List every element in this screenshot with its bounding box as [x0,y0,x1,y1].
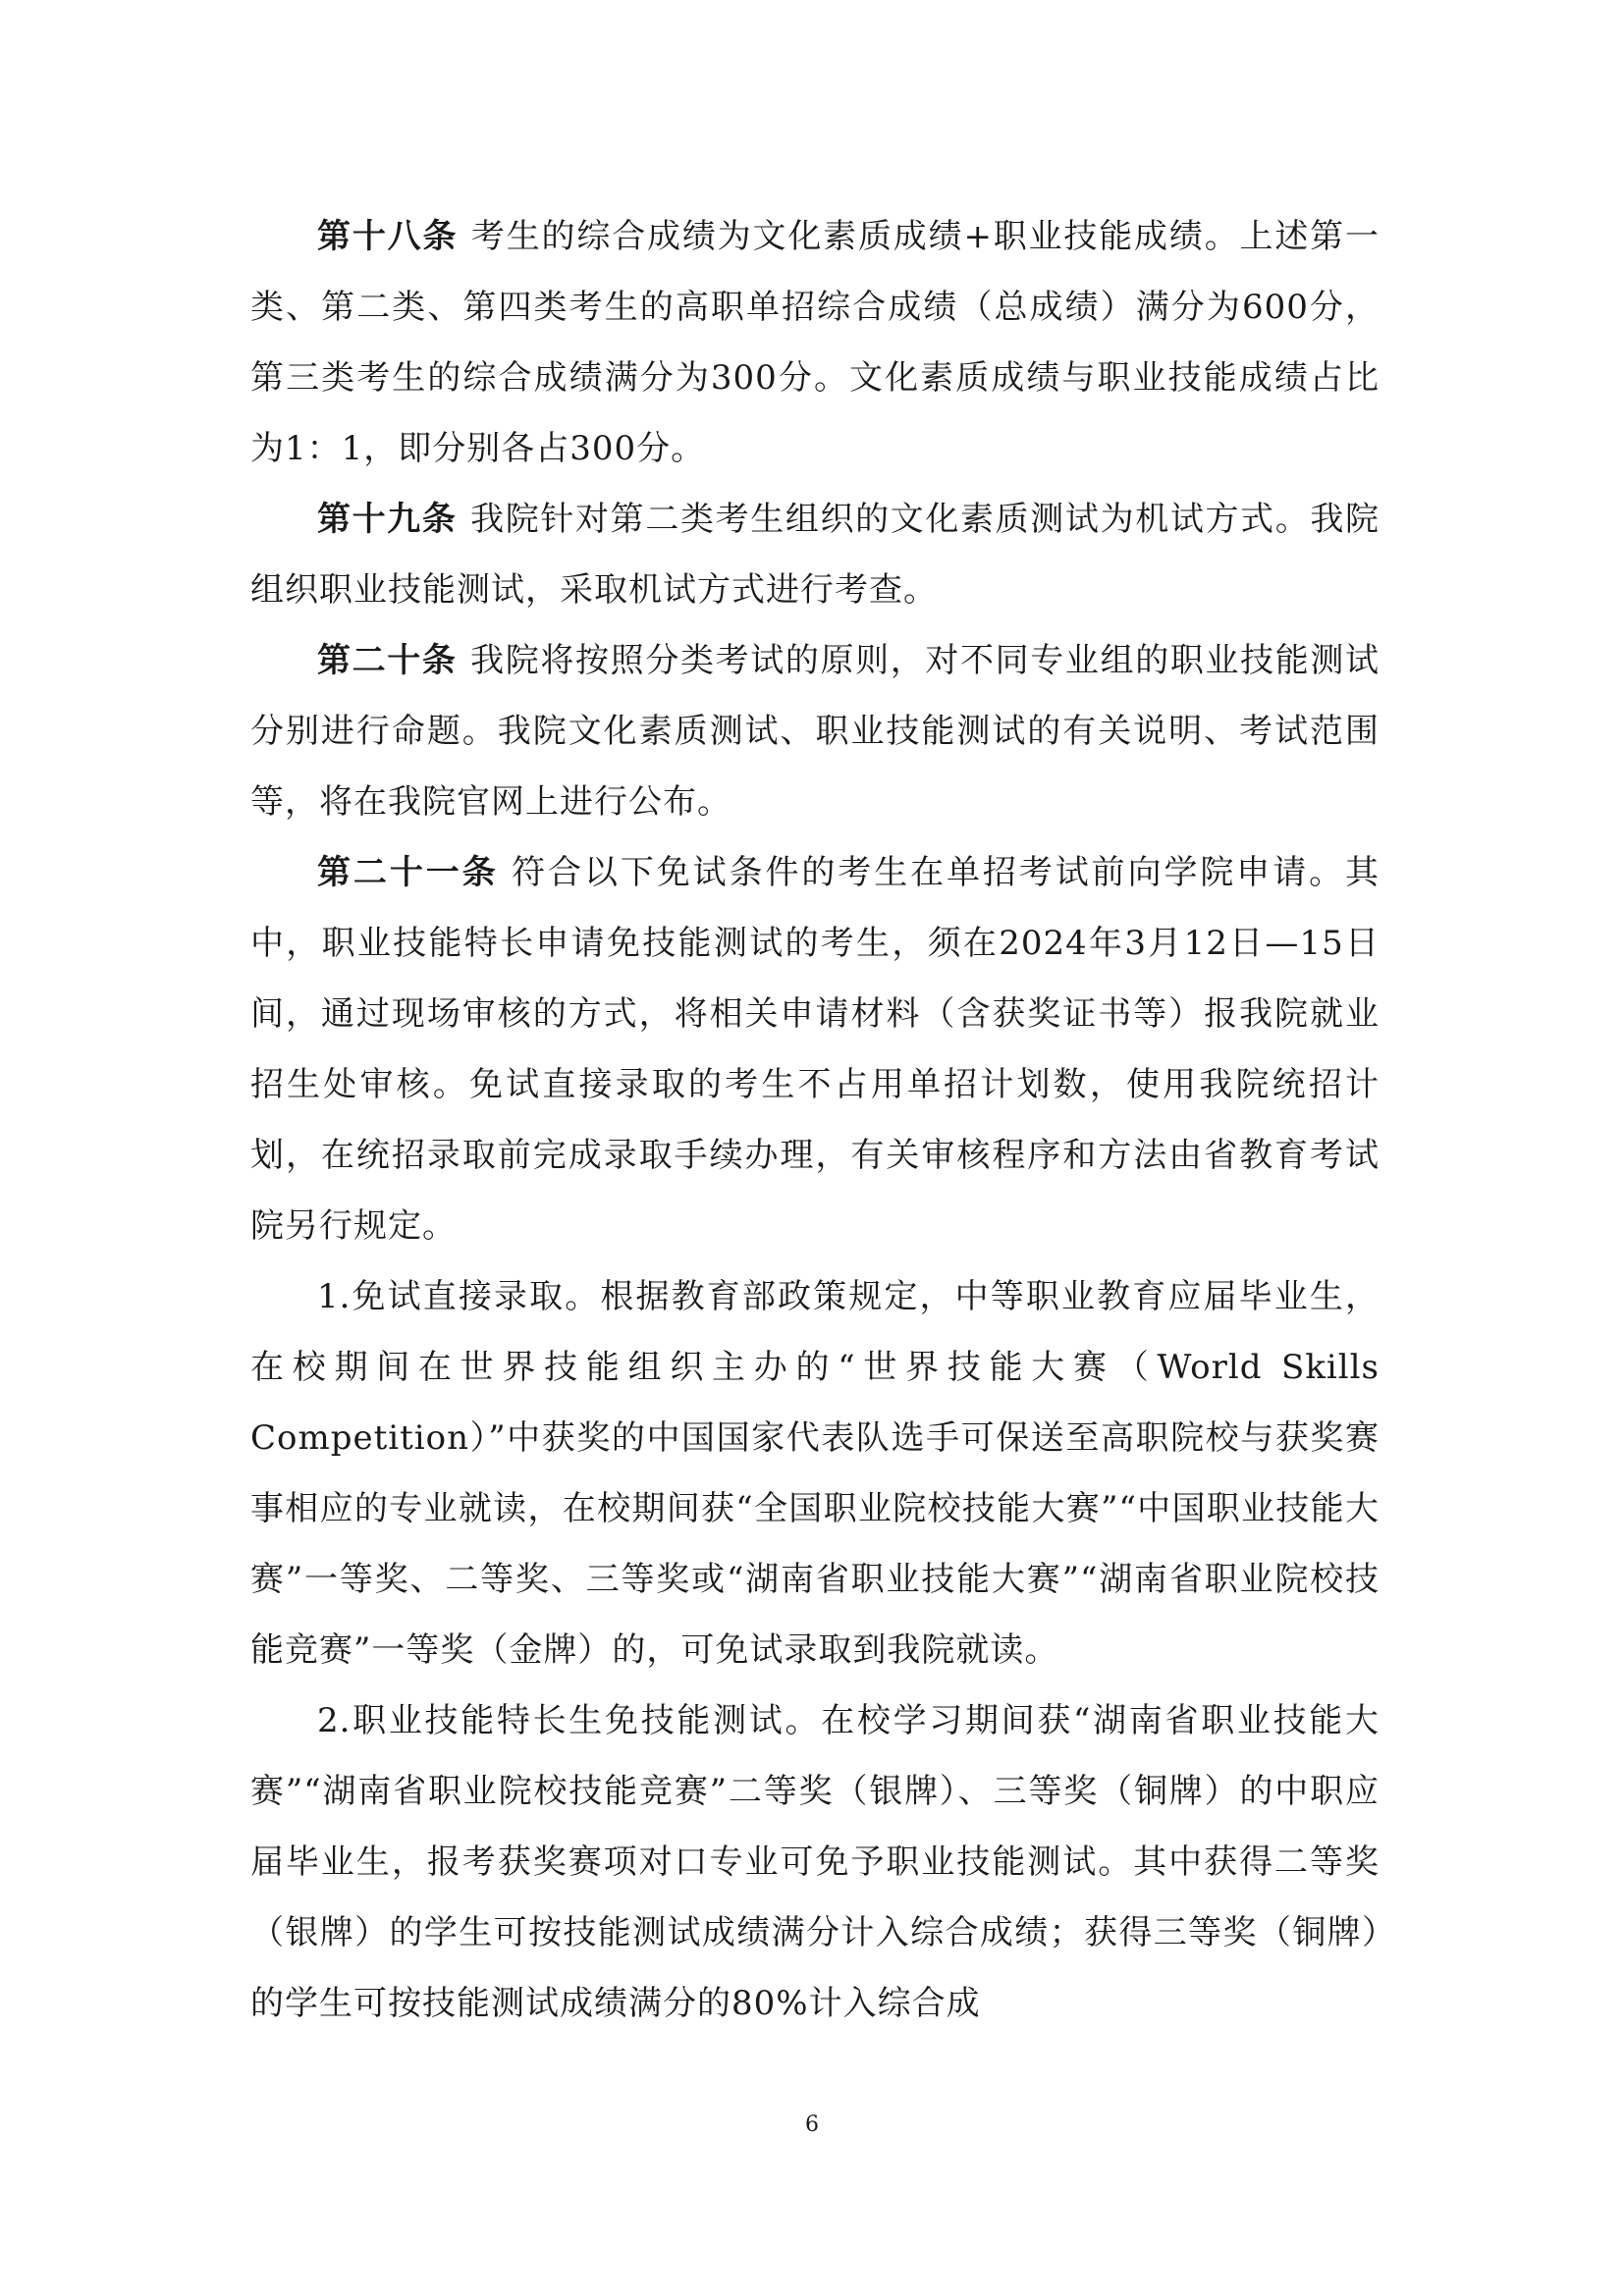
paragraph-text: 考生的综合成绩为文化素质成绩+职业技能成绩。上述第一类、第二类、第四类考生的高职单招综合成绩（总成绩）满分为600分，第三类考生的综合成绩满分为300分。文化素质成绩与职业技能成绩占比为1：1，即分别各占300分。 [250,217,1380,468]
paragraph-article-18 [250,201,1380,484]
article-heading: 第二十一条 [317,853,499,892]
article-heading: 第十九条 [317,500,458,539]
paragraph-text: 2.职业技能特长生免技能测试。在校学习期间获“湖南省职业技能大赛”“湖南省职业院校技能竞赛”二等奖（银牌）、三等奖（铜牌）的中职应届毕业生，报考获奖赛项对口专业可免予职业技能测试。其中获得二等奖（银牌）的学生可按技能测试成绩满分计入综合成绩；获得三等奖（铜牌）的学生可按技能测试成绩满分的80%计入综合成 [250,1701,1380,2023]
paragraph-article-21 [250,837,1380,1261]
paragraph-item-2 [250,1685,1380,2039]
paragraph-text: 1.免试直接录取。根据教育部政策规定，中等职业教育应届毕业生，在校期间在世界技能组织主办的“世界技能大赛（World Skills Competition）”中获奖的中国国家代表队选手可保送至高职院校与获奖赛事相应的专业就读，在校期间获“全国职业院校技能大赛”“中国职业技能大赛”一等奖、二等奖、三等奖或“湖南省职业技能大赛”“湖南省职业院校技能竞赛”一等奖（金牌）的，可免试录取到我院就读。 [250,1277,1380,1670]
paragraph-article-20 [250,625,1380,837]
page-number: 6 [805,2112,819,2137]
paragraph-article-19 [250,484,1380,625]
article-heading: 第十八条 [317,217,459,256]
paragraph-text: 我院将按照分类考试的原则，对不同专业组的职业技能测试分别进行命题。我院文化素质测试、职业技能测试的有关说明、考试范围等，将在我院官网上进行公布。 [250,641,1380,822]
article-heading: 第二十条 [317,641,458,680]
paragraph-item-1 [250,1261,1380,1685]
document-body [250,201,1380,2039]
paragraph-text: 符合以下免试条件的考生在单招考试前向学院申请。其中，职业技能特长申请免技能测试的考生，须在2024年3月12日—15日间，通过现场审核的方式，将相关申请材料（含获奖证书等）报我院就业招生处审核。免试直接录取的考生不占用单招计划数，使用我院统招计划，在统招录取前完成录取手续办理，有关审核程序和方法由省教育考试院另行规定。 [250,853,1380,1246]
paragraph-text: 我院针对第二类考生组织的文化素质测试为机试方式。我院组织职业技能测试，采取机试方式进行考查。 [250,500,1380,610]
